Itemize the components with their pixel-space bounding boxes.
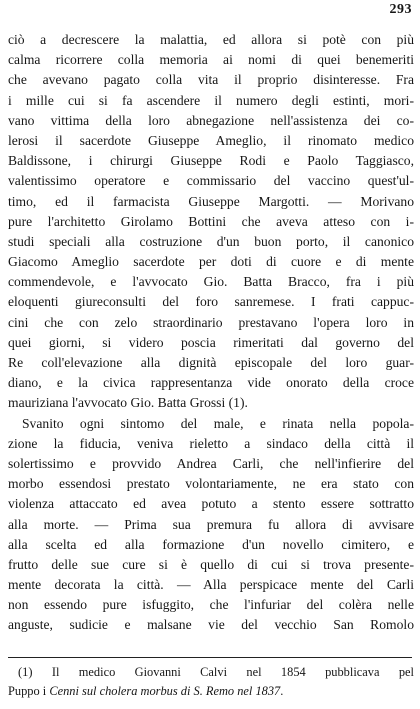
text-line: solertissimo e provvido Andrea Carli, che nell'infierire del — [8, 455, 414, 471]
text-line: commendevole, e l'avvocato Gio. Batta Bracco, fra i più — [8, 274, 414, 290]
text-line: i mille cui si fa ascendere il numero degli estinti, mori- — [8, 92, 414, 108]
text-line: mauriziana l'avvocato Gio. Batta Grossi (1). — [8, 395, 248, 411]
text-line: valentissimo operatore e commissario del vaccino quest'ul- — [8, 173, 414, 189]
footnote-divider — [8, 657, 412, 658]
page-number: 293 — [389, 2, 412, 17]
text-line: alla scelta ed alla formazione d'un novello cimitero, e — [8, 536, 414, 552]
text-line: eloquenti giureconsulti del foro sanremese. I frati cappuc- — [8, 294, 414, 310]
text-line: studi speciali alla costruzione d'un buon porto, il canonico — [8, 233, 414, 249]
text-line: violenza attaccato ed avea potuto a stento essere sottratto — [8, 496, 414, 512]
text-line: pure l'architetto Girolamo Bottini che aveva atteso con i- — [8, 213, 414, 229]
footnote — [8, 663, 414, 701]
text-line: vano vittima della loro abnegazione nell'assistenza dei co- — [8, 112, 414, 128]
text-line: non essendo pure isfuggito, che l'infuriar del colèra nelle — [8, 597, 414, 613]
footnote-line — [8, 682, 414, 701]
paragraph-1 — [8, 30, 414, 414]
text-line: Giacomo Ameglio sacerdote per doti di cuore e di mente — [8, 254, 414, 270]
footnote-book-title: Cenni sul cholera morbus di S. Remo nel 1837 — [49, 684, 281, 698]
text-line: lerosi il sacerdote Giuseppe Ameglio, il rinomato medico — [8, 132, 414, 148]
text-line: anguste, sudicie e malsane vie del vecchio San Romolo — [8, 617, 414, 633]
text-line: zione la fiducia, veniva rieletto a sindaco della città il — [8, 435, 414, 451]
text-line: ciò a decrescere la malattia, ed allora si potè con più — [8, 32, 414, 47]
text-line: calma ricorrere colla memoria ai nomi di quei benemeriti — [8, 52, 414, 68]
text-line: che avevano pagato colla vita il proprio disinteresse. Fra — [8, 72, 414, 88]
text-line: quei giorni, si videro poscia rimeritati dal governo del — [8, 334, 414, 350]
footnote-text: . — [280, 684, 284, 698]
text-line: diano, e la civica rappresentanza vide onorato della croce — [8, 375, 414, 391]
text-line: Baldissone, i chirurgi Giuseppe Rodi e Paolo Taggiasco, — [8, 153, 414, 169]
text-line: cini che con zelo straordinario prestavano l'opera loro in — [8, 314, 414, 330]
text-line: alla morte. — Prima sua premura fu allora di avvisare — [8, 516, 414, 532]
paragraph-2 — [8, 414, 414, 636]
text-line: timo, ed il farmacista Giuseppe Margotti. — Morivano — [8, 193, 414, 209]
body-text — [8, 30, 414, 636]
text-line: mente decorata la città. — Alla perspicace mente del Carli — [8, 577, 414, 593]
text-line: Re coll'elevazione alla dignità episcopale del loro guar- — [8, 355, 414, 370]
text-line: Svanito ogni sintomo del male, e rinata nella popola- — [22, 415, 414, 431]
text-line: frutto delle sue cure si è quello di cui si trova presente- — [8, 556, 414, 572]
footnote-text: Puppo i — [8, 684, 50, 698]
text-line: morbo essendosi prestato volontariamente, ne era stato con — [8, 476, 414, 492]
footnote-line: (1) Il medico Giovanni Calvi nel 1854 pubblicava pel — [18, 665, 414, 679]
